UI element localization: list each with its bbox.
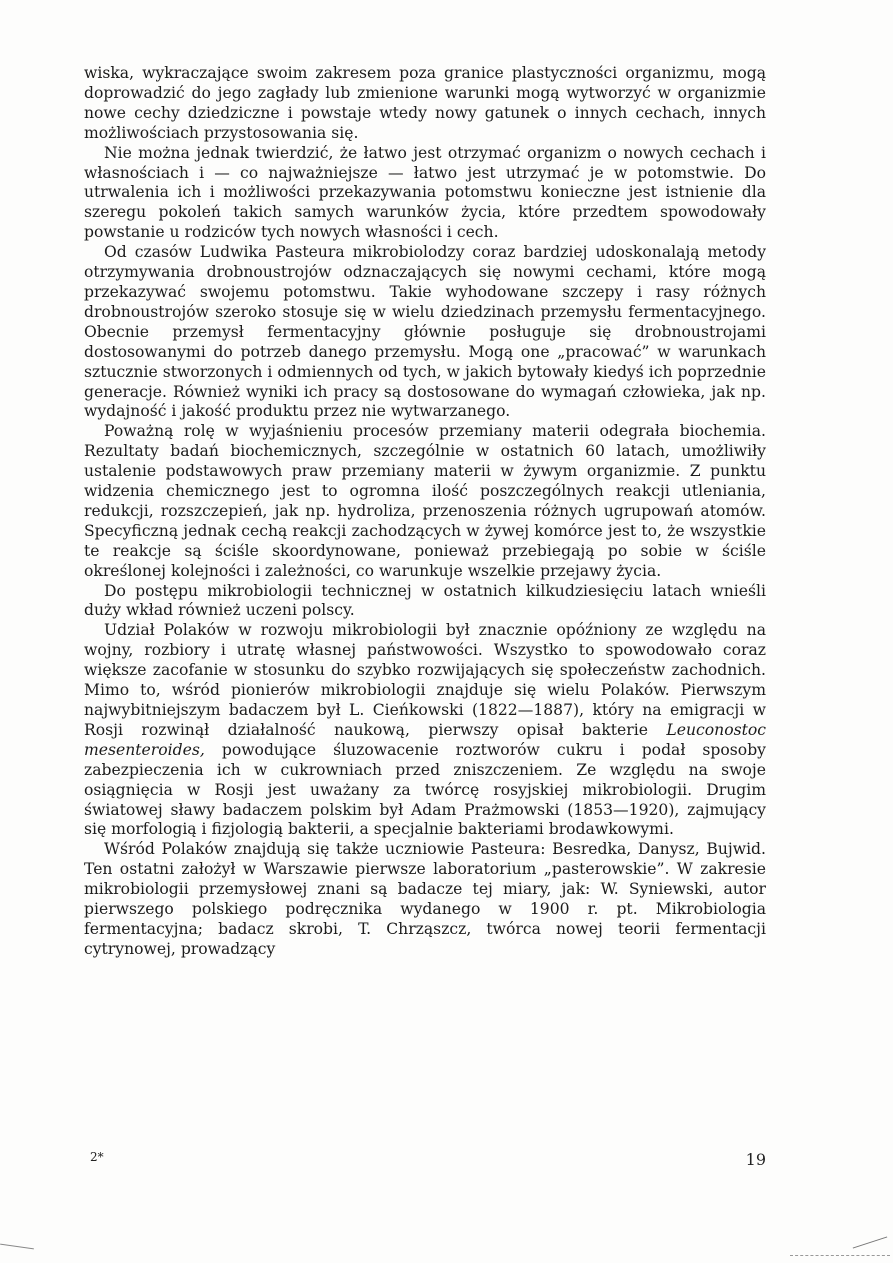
scan-edge-mark xyxy=(790,1255,890,1257)
page-body xyxy=(84,64,766,960)
paragraph-polish-scientists xyxy=(84,621,766,840)
signature-mark: 2* xyxy=(90,1150,104,1164)
scan-edge-mark xyxy=(853,1236,888,1248)
scan-edge-mark xyxy=(0,1244,34,1250)
paragraph: wiska, wykraczające swoim zakresem poza granice plastyczności organizmu, mogą doprowadzić do jego zagłady lub zmienione warunki mogą wytworzyć w organizmie nowe cechy dziedziczne i powstaje wtedy nowy gatunek o innych cechach, innych możliwościach przystosowania się. xyxy=(84,64,766,142)
paragraph: Od czasów Ludwika Pasteura mikrobiolodzy coraz bardziej udoskonalają metody otrzymywania drobnoustrojów odznaczających się nowymi cechami, które mogą przekazywać swojemu potomstwu. Takie wyhodowane szczepy i rasy różnych drobnoustrojów szeroko stosuje się w wielu dziedzinach przemysłu fermentacyjnego. Obecnie przemysł fermentacyjny głównie posługuje się drobnoustrojami dostosowanymi do potrzeb danego przemysłu. Mogą one „pracować” w warunkach sztucznie stworzonych i odmiennych od tych, w jakich bytowały kiedyś ich poprzednie generacje. Również wyniki ich pracy są dostosowane do wymagań człowieka, jak np. wydajność i jakość produktu przez nie wytwarzanego. xyxy=(84,243,766,421)
paragraph: Do postępu mikrobiologii technicznej w ostatnich kilkudziesięciu latach wnieśli duży wkład również uczeni polscy. xyxy=(84,581,766,620)
paragraph-text: Udział Polaków w rozwoju mikrobiologii był znacznie opóźniony ze względu na wojny, rozbiory i utratę własnej państwowości. Wszystko to spowodowało coraz większe zacofanie w stosunku do szybko rozwijających się społeczeństw zachodnich. Mimo to, wśród pionierów mikrobiologii znajduje się wielu Polaków. Pierwszym najwybitniejszym badaczem był L. Cieńkowski (1822—1887), który na emigracji w Rosji rozwinął działalność naukową, pierwszy opisał bakterie xyxy=(84,621,766,739)
species-name: Leuconostoc mesenteroides, xyxy=(84,720,766,759)
paragraph-text: powodujące śluzowacenie roztworów cukru i podał sposoby zabezpieczenia ich w cukrowniach przed zniszczeniem. Ze względu na swoje osiągnięcia w Rosji jest uważany za twórcę rosyjskiej mikrobiologii. Drugim światowej sławy badaczem polskim był Adam Prażmowski (1853—1920), zajmujący się morfologią i fizjologią bakterii, a specjalnie bakteriami brodawkowymi. xyxy=(84,740,766,839)
paragraph: Nie można jednak twierdzić, że łatwo jest otrzymać organizm o nowych cechach i własnościach i — co najważniejsze — łatwo jest utrzymać je w potomstwie. Do utrwalenia ich i możliwości przekazywania potomstwu konieczne jest istnienie dla szeregu pokoleń takich samych warunków życia, które przedtem spowodowały powstanie u rodziców tych nowych własności i cech. xyxy=(84,143,766,242)
paragraph: Wśród Polaków znajdują się także uczniowie Pasteura: Besredka, Danysz, Bujwid. Ten ostatni założył w Warszawie pierwsze laboratorium „pasterowskie”. W zakresie mikrobiologii przemysłowej znani są badacze tej miary, jak: W. Syniewski, autor pierwszego polskiego podręcznika wydanego w 1900 r. pt. Mikrobiologia fermentacyjna; badacz skrobi, T. Chrząszcz, twórca nowej teorii fermentacji cytrynowej, prowadzący xyxy=(84,840,766,958)
paragraph: Poważną rolę w wyjaśnieniu procesów przemiany materii odegrała biochemia. Rezultaty badań biochemicznych, szczególnie w ostatnich 60 latach, umożliwiły ustalenie podstawowych praw przemiany materii w żywym organizmie. Z punktu widzenia chemicznego jest to ogromna ilość poszczególnych reakcji utleniania, redukcji, rozszczepień, jak np. hydroliza, przenoszenia różnych ugrupowań atomów. Specyficzną jednak cechą reakcji zachodzących w żywej komórce jest to, że wszystkie te reakcje są ściśle skoordynowane, ponieważ przebiegają po sobie w ściśle określonej kolejności i zależności, co warunkuje wszelkie przejawy życia. xyxy=(84,422,766,580)
page-number: 19 xyxy=(745,1150,766,1169)
